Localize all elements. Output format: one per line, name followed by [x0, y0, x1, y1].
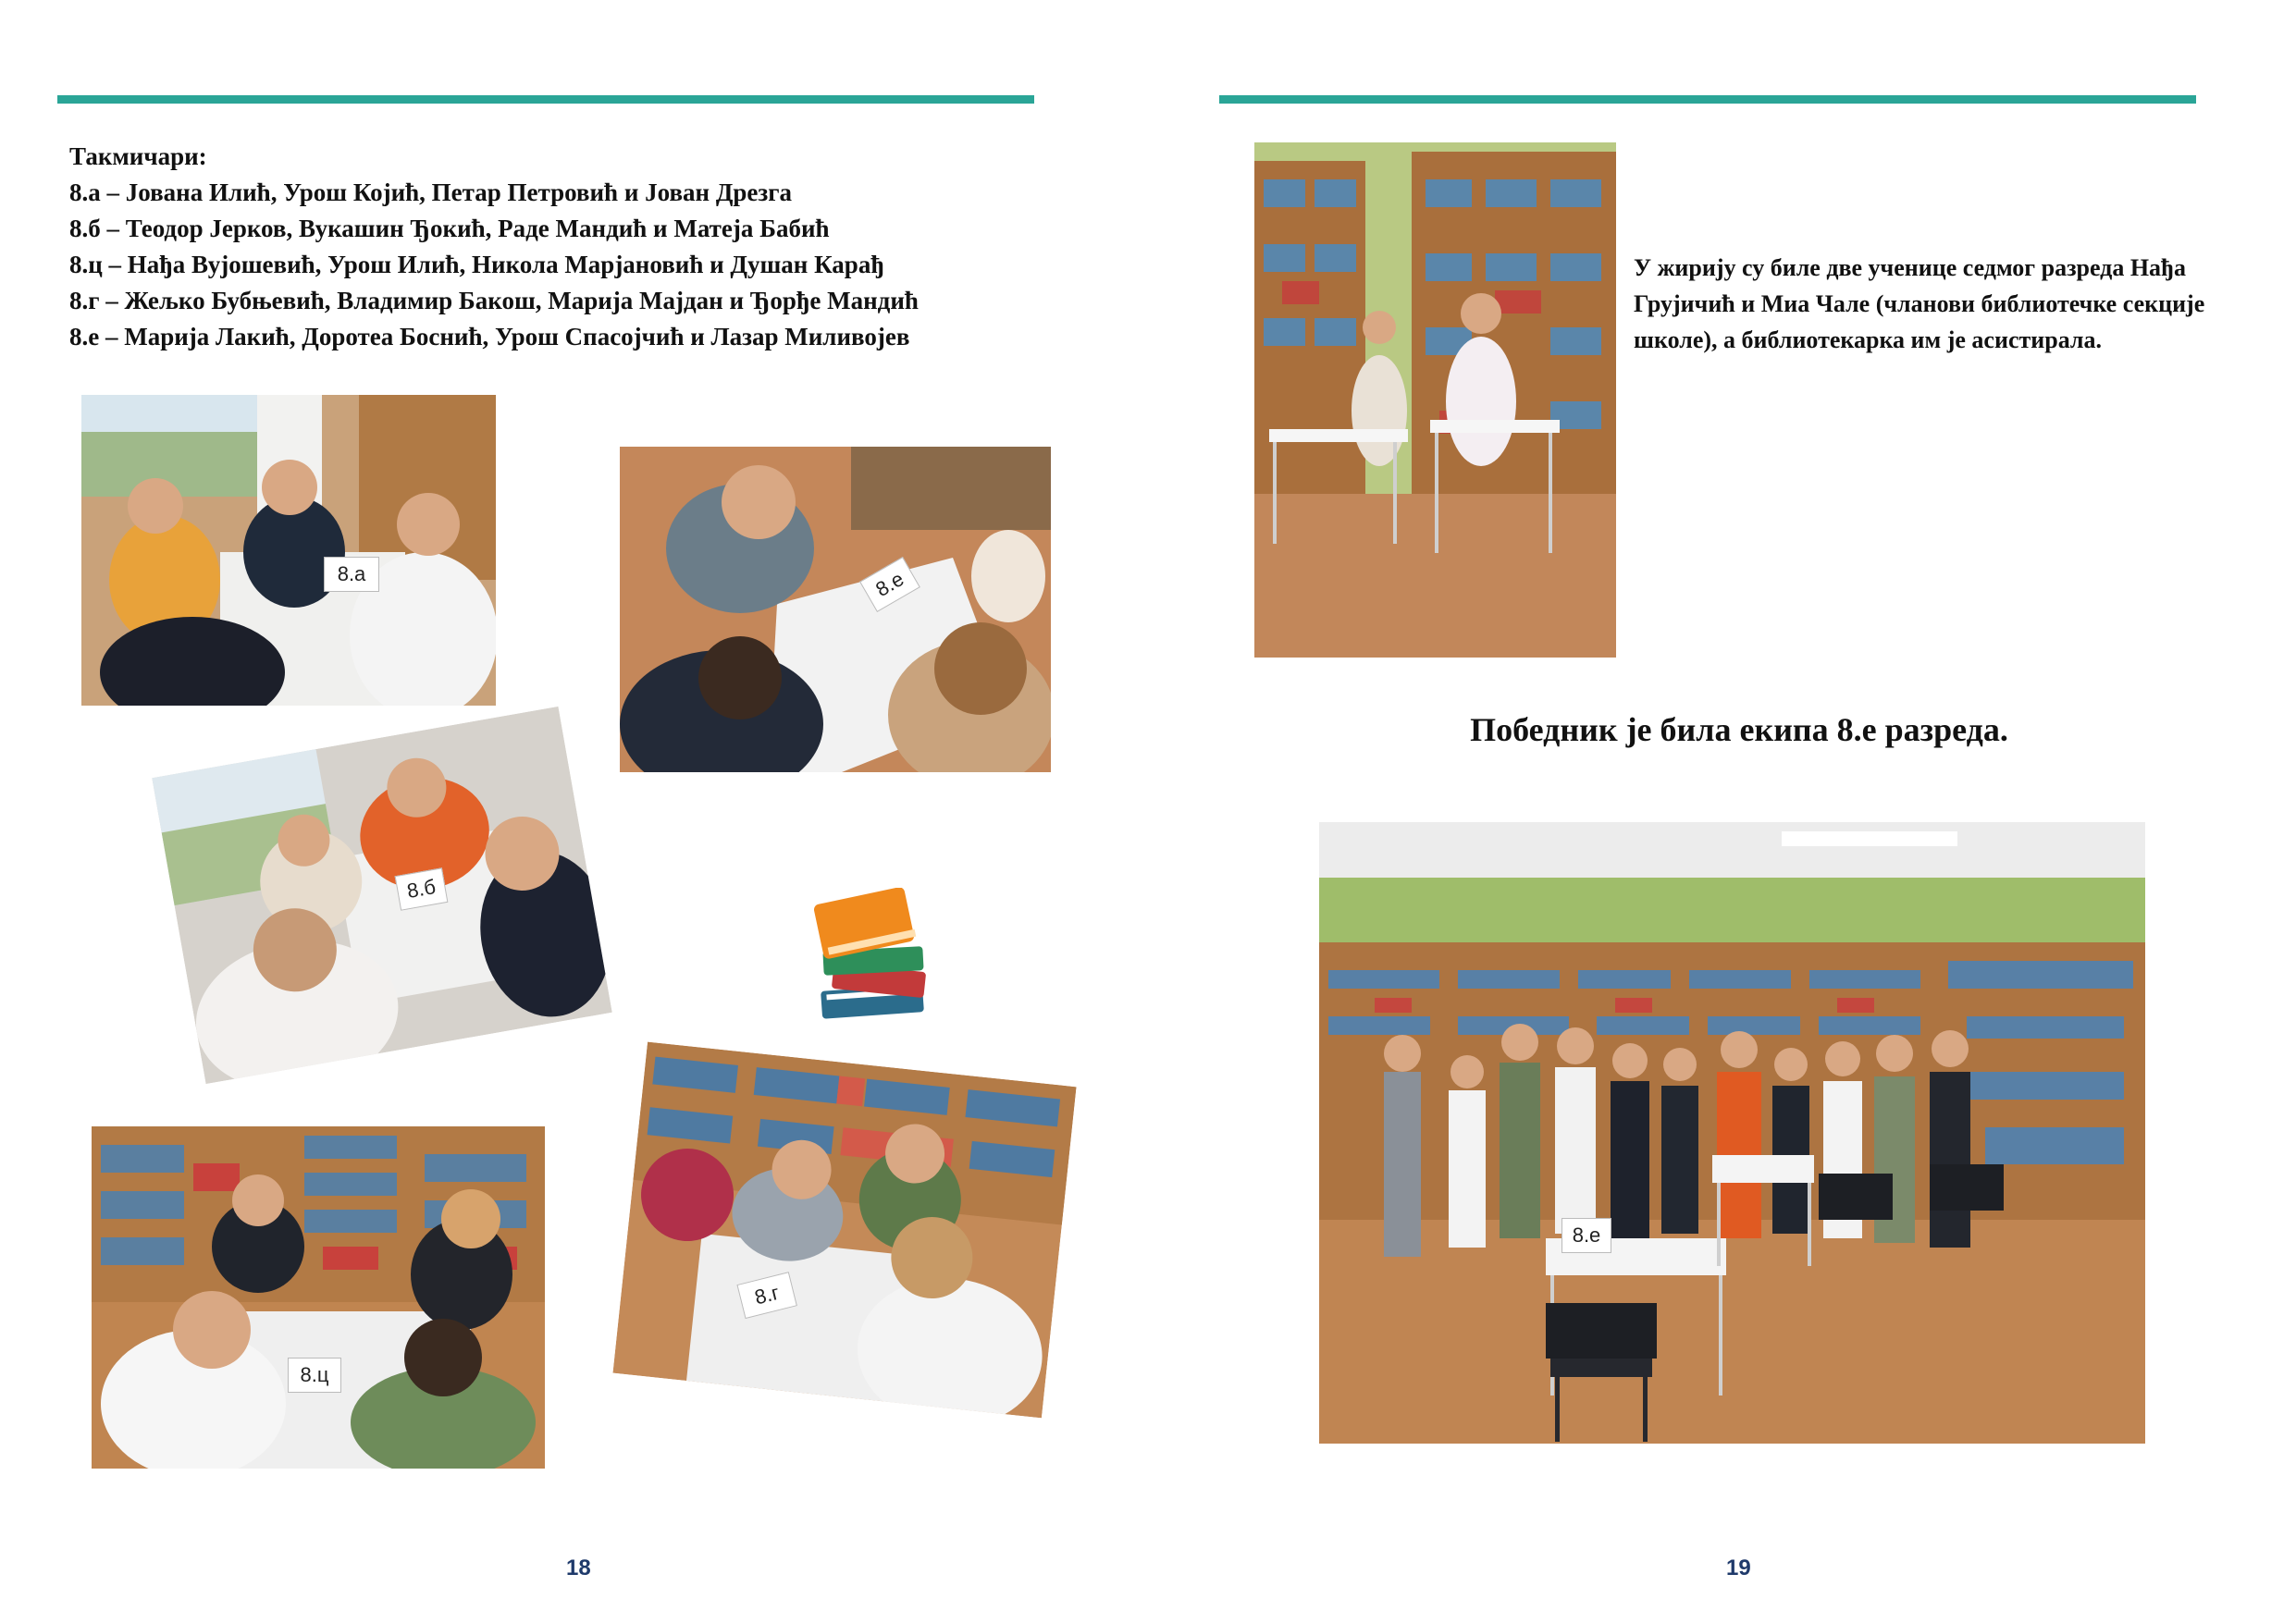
page-number-right: 19	[1726, 1555, 1751, 1580]
photo-team-8a	[81, 395, 496, 706]
photo-team-8g	[612, 1042, 1076, 1419]
jury-description: У жирију су биле две ученице седмог разреда Нађа Грујичић и Миа Чале (чланови библиотечке секције школе), а библиотекарка им је асистирала.	[1634, 254, 2205, 353]
team-sign: 8.ц	[288, 1358, 341, 1393]
photo-team-8e	[620, 447, 1051, 772]
books-stack-icon	[814, 888, 934, 1036]
photo-team-8b	[152, 707, 612, 1084]
contestants-heading: Такмичари:	[69, 142, 207, 170]
contestants-list	[69, 139, 919, 355]
photo-jury	[1254, 142, 1616, 658]
winner-heading: Победник је била екипа 8.е разреда.	[1470, 711, 2008, 748]
photo-winner-group	[1319, 822, 2145, 1444]
right-header-rule	[1219, 95, 2196, 104]
team-sign: 8.е	[859, 557, 920, 612]
contestants-line: 8.ц – Нађа Вујошевић, Урош Илић, Никола Марјановић и Душан Карађ	[69, 251, 884, 278]
contestants-line: 8.б – Теодор Јерков, Вукашин Ђокић, Раде Мандић и Матеја Бабић	[69, 215, 830, 242]
team-sign: 8.г	[736, 1272, 796, 1319]
contestants-line: 8.г – Жељко Бубњевић, Владимир Бакош, Марија Мајдан и Ђорђе Мандић	[69, 287, 919, 314]
left-header-rule	[57, 95, 1034, 104]
team-sign: 8.е	[1562, 1218, 1611, 1253]
photo-team-8c	[92, 1126, 545, 1469]
contestants-line: 8.а – Јована Илић, Урош Којић, Петар Петровић и Јован Дрезга	[69, 178, 793, 206]
team-sign: 8.б	[395, 867, 449, 910]
page-number-left: 18	[566, 1555, 591, 1580]
contestants-line: 8.е – Марија Лакић, Доротеа Боснић, Урош Спасојчић и Лазар Миливојев	[69, 323, 910, 350]
team-sign: 8.а	[324, 557, 379, 592]
